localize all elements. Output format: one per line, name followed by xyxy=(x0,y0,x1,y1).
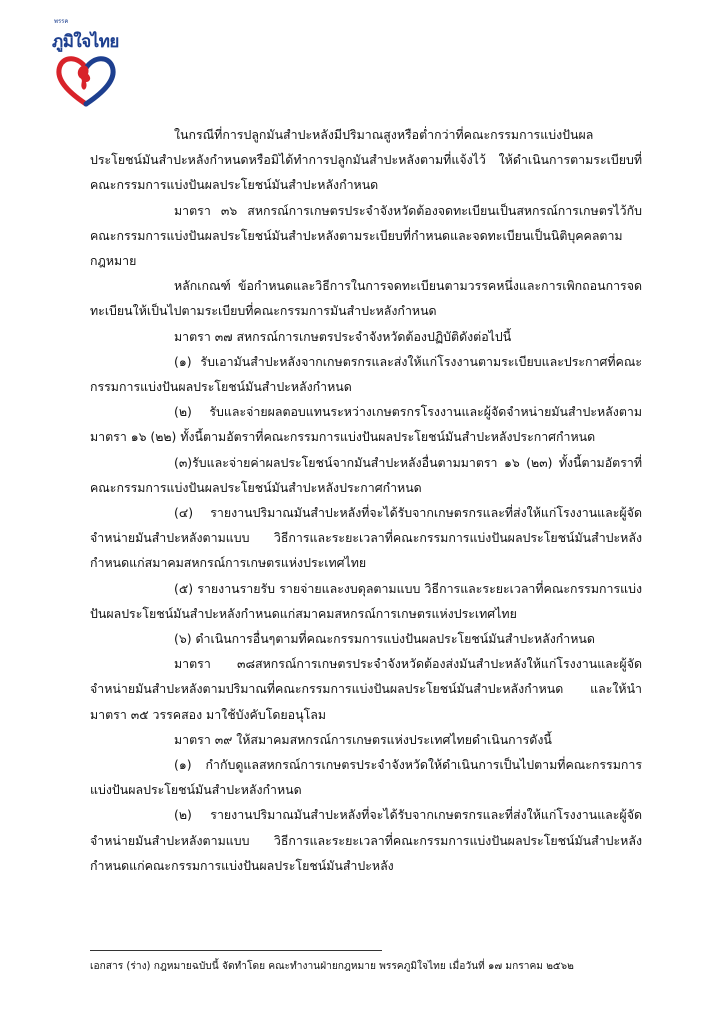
paragraph-9: (๕) รายงานรายรับ รายจ่ายและงบดุลตามแบบ วิธีการและระยะเวลาที่คณะกรรมการแบ่งปันผลประโยชน์มันสำปะหลังกำหนดแก่สมาคมสหกรณ์การเกษตรแห่งประเทศไทย xyxy=(90,580,642,621)
document-body xyxy=(90,122,642,878)
party-logo xyxy=(48,14,128,114)
paragraph-12: มาตรา ๓๙ ให้สมาคมสหกรณ์การเกษตรแห่งประเทศไทยดำเนินการดังนี้ xyxy=(174,731,552,747)
heart-map-icon xyxy=(54,52,118,108)
paragraph-4: มาตรา ๓๗ สหกรณ์การเกษตรประจำจังหวัดต้องปฏิบัติดังต่อไปนี้ xyxy=(174,328,512,344)
paragraph-5: (๑) รับเอามันสำปะหลังจากเกษตรกรและส่งให้แก่โรงงานตามระเบียบและประกาศที่คณะกรรมการแบ่งปันผลประโยชน์มันสำปะหลังกำหนด xyxy=(90,353,642,395)
logo-small-text: พรรค xyxy=(54,18,69,25)
paragraph-8: (๔) รายงานปริมาณมันสำปะหลังที่จะได้รับจากเกษตรกรและที่ส่งให้แก่โรงงานและผู้จัดจำหน่ายมันสำปะหลังตามแบบ วิธีการและระยะเวลาที่คณะกรรมการแบ่งปันผลประโยชน์มันสำปะหลังกำหนดแก่สมาคมสหกรณ์การเกษตรแห่งประเทศไทย xyxy=(90,505,642,571)
footnote: เอกสาร (ร่าง) กฎหมายฉบับนี้ จัดทำโดย คณะทำงานฝ่ายกฎหมาย พรรคภูมิใจไทย เมื่อวันที่ ๑๗ มกราคม ๒๕๖๒ xyxy=(90,961,574,972)
footnote-divider xyxy=(90,950,382,951)
paragraph-14: (๒) รายงานปริมาณมันสำปะหลังที่จะได้รับจากเกษตรกรและที่ส่งให้แก่โรงงานและผู้จัดจำหน่ายมันสำปะหลังตามแบบ วิธีการและระยะเวลาที่คณะกรรมการแบ่งปันผลประโยชน์มันสำปะหลังกำหนดแก่คณะกรรมการแบ่งปันผลประโยชน์มันสำปะหลัง xyxy=(90,807,642,873)
paragraph-6: (๒) รับและจ่ายผลตอบแทนระหว่างเกษตรกรโรงงานและผู้จัดจำหน่ายมันสำปะหลังตามมาตรา ๑๖ (๒๒) ทั้งนี้ตามอัตราที่คณะกรรมการแบ่งปันผลประโยชน์มันสำปะหลังประกาศกำหนด xyxy=(90,404,642,445)
paragraph-13: (๑) กำกับดูแลสหกรณ์การเกษตรประจำจังหวัดให้ดำเนินการเป็นไปตามที่คณะกรรมการแบ่งปันผลประโยชน์มันสำปะหลังกำหนด xyxy=(90,757,642,798)
paragraph-11: มาตรา ๓๘สหกรณ์การเกษตรประจำจังหวัดต้องส่งมันสำปะหลังให้แก่โรงงานและผู้จัดจำหน่ายมันสำปะหลังตามปริมาณที่คณะกรรมการแบ่งปันผลประโยชน์มันสำปะหลังกำหนด และให้นำมาตรา ๓๕ วรรคสอง มาใช้บังคับโดยอนุโลม xyxy=(90,656,642,722)
logo-name: ภูมิใจไทย xyxy=(52,32,119,52)
paragraph-2: มาตรา ๓๖ สหกรณ์การเกษตรประจำจังหวัดต้องจดทะเบียนเป็นสหกรณ์การเกษตรไว้กับคณะกรรมการแบ่งปันผลประโยชน์มันสำปะหลังตามระเบียบที่กำหนดและจดทะเบียนเป็นนิติบุคคลตามกฎหมาย xyxy=(90,202,642,269)
paragraph-3: หลักเกณฑ์ ข้อกำหนดและวิธีการในการจดทะเบียนตามวรรคหนึ่งและการเพิกถอนการจดทะเบียนให้เป็นไปตามระเบียบที่คณะกรรมการมันสำปะหลังกำหนด xyxy=(90,278,642,319)
paragraph-1: ในกรณีที่การปลูกมันสำปะหลังมีปริมาณสูงหรือต่ำกว่าที่คณะกรรมการแบ่งปันผลประโยชน์มันสำปะหลังกำหนดหรือมิได้ทำการปลูกมันสำปะหลังตามที่แจ้งไว้ ให้ดำเนินการตามระเบียบที่คณะกรรมการแบ่งปันผลประโยชน์มันสำปะหลังกำหนด xyxy=(90,127,642,193)
paragraph-7: (๓)รับและจ่ายค่าผลประโยชน์จากมันสำปะหลังอื่นตามมาตรา ๑๖ (๒๓) ทั้งนี้ตามอัตราที่คณะกรรมการแบ่งปันผลประโยชน์มันสำปะหลังประกาศกำหนด xyxy=(90,454,642,495)
paragraph-10: (๖) ดำเนินการอื่นๆตามที่คณะกรรมการแบ่งปันผลประโยชน์มันสำปะหลังกำหนด xyxy=(174,631,595,647)
